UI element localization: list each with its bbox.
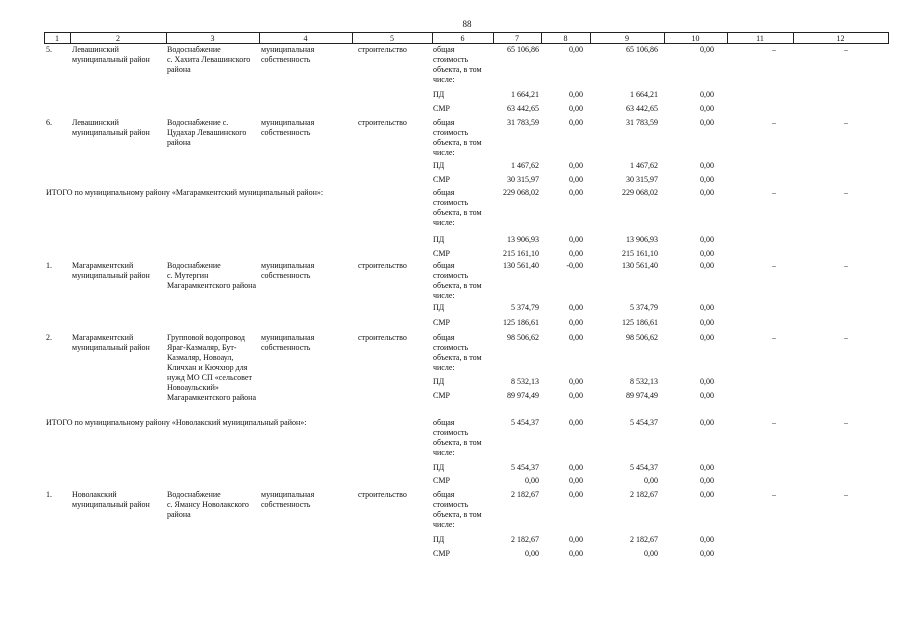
work-type: строительство [358, 261, 407, 270]
cost-label: общая [433, 418, 455, 427]
ownership-type: муниципальная [261, 261, 315, 270]
cost-label: числе: [433, 148, 455, 157]
total-value: 65 106,86 [507, 45, 539, 54]
cost-label: числе: [433, 363, 455, 372]
smr-value: 0,00 [525, 476, 539, 485]
cost-label: объекта, в том [433, 281, 482, 290]
smr-label: СМР [433, 318, 450, 327]
smr-value: 0,00 [700, 104, 714, 113]
work-type: строительство [358, 333, 407, 342]
smr-value: 30 315,97 [507, 175, 539, 184]
header-top-border [44, 32, 888, 33]
pd-value: 5 454,37 [630, 463, 658, 472]
pd-value: 2 182,67 [511, 535, 539, 544]
pd-value: 5 454,37 [511, 463, 539, 472]
dash-col-11: – [772, 188, 776, 197]
total-value: 0,00 [700, 188, 714, 197]
pd-value: 0,00 [700, 535, 714, 544]
district-name: Магарамкентский [72, 261, 134, 270]
pd-value: 1 664,21 [511, 90, 539, 99]
pd-value: 0,00 [569, 161, 583, 170]
cost-label: общая [433, 490, 455, 499]
cost-label: числе: [433, 520, 455, 529]
smr-label: СМР [433, 391, 450, 400]
ownership-type: муниципальная [261, 118, 315, 127]
row-number: 6. [46, 118, 52, 127]
dash-col-11: – [772, 261, 776, 270]
pd-value: 0,00 [700, 303, 714, 312]
dash-col-12: – [844, 261, 848, 270]
total-value: 31 783,59 [507, 118, 539, 127]
object-name: с. Хахита Левашинского [167, 55, 251, 64]
cost-label: стоимость [433, 343, 469, 352]
object-name: Магарамкентского района [167, 393, 256, 402]
object-name: Водоснабжение [167, 261, 221, 270]
smr-label: СМР [433, 104, 450, 113]
smr-value: 0,00 [569, 391, 583, 400]
ownership-type: собственность [261, 343, 311, 352]
object-name: района [167, 65, 191, 74]
cost-label: общая [433, 188, 455, 197]
total-value: 31 783,59 [626, 118, 658, 127]
column-header-8: 8 [563, 34, 568, 43]
cost-label: объекта, в том [433, 353, 482, 362]
smr-value: 0,00 [569, 104, 583, 113]
district-name: муниципальный район [72, 128, 150, 137]
column-header-5: 5 [390, 34, 394, 43]
total-value: 2 182,67 [630, 490, 658, 499]
cost-label: объекта, в том [433, 510, 482, 519]
pd-value: 8 532,13 [511, 377, 539, 386]
pd-value: 1 664,21 [630, 90, 658, 99]
object-name: Казмаляр, Новоаул, [167, 353, 234, 362]
cost-label: числе: [433, 218, 455, 227]
smr-value: 63 442,65 [507, 104, 539, 113]
object-name: Водоснабжение [167, 490, 221, 499]
total-value: -0,00 [566, 261, 583, 270]
ownership-type: собственность [261, 500, 311, 509]
ownership-type: муниципальная [261, 490, 315, 499]
total-value: 130 561,40 [503, 261, 539, 270]
district-name: Магарамкентский [72, 333, 134, 342]
pd-label: ПД [433, 235, 445, 244]
object-name: района [167, 138, 191, 147]
total-value: 0,00 [569, 45, 583, 54]
object-name: нужд МО СП «сельсовет [167, 373, 252, 382]
dash-col-12: – [844, 45, 848, 54]
object-name: Магарамкентского района [167, 281, 256, 290]
total-value: 229 068,02 [503, 188, 539, 197]
smr-value: 0,00 [525, 549, 539, 558]
pd-value: 0,00 [569, 463, 583, 472]
object-name: Новоаульский» [167, 383, 219, 392]
cost-label: стоимость [433, 428, 469, 437]
pd-value: 13 906,93 [507, 235, 539, 244]
object-name: Групповой водопровод [167, 333, 245, 342]
cost-label: объекта, в том [433, 65, 482, 74]
work-type: строительство [358, 118, 407, 127]
district-name: муниципальный район [72, 343, 150, 352]
column-header-1: 1 [55, 34, 59, 43]
cost-label: числе: [433, 291, 455, 300]
smr-value: 0,00 [700, 318, 714, 327]
object-name: Цудахар Левашинского [167, 128, 247, 137]
smr-value: 125 186,61 [503, 318, 539, 327]
column-header-11: 11 [756, 34, 764, 43]
column-header-7: 7 [515, 34, 519, 43]
row-number: 5. [46, 45, 52, 54]
smr-value: 0,00 [569, 175, 583, 184]
row-number: 2. [46, 333, 52, 342]
smr-value: 30 315,97 [626, 175, 658, 184]
pd-value: 2 182,67 [630, 535, 658, 544]
dash-col-12: – [844, 490, 848, 499]
total-value: 98 506,62 [626, 333, 658, 342]
total-value: 5 454,37 [511, 418, 539, 427]
smr-value: 0,00 [700, 175, 714, 184]
smr-label: СМР [433, 549, 450, 558]
pd-value: 8 532,13 [630, 377, 658, 386]
object-name: Яраг-Казмаляр, Бут- [167, 343, 237, 352]
total-value: 0,00 [700, 418, 714, 427]
pd-value: 5 374,79 [511, 303, 539, 312]
header-column-divider [888, 32, 889, 44]
pd-label: ПД [433, 463, 445, 472]
dash-col-11: – [772, 490, 776, 499]
total-value: 65 106,86 [626, 45, 658, 54]
total-value: 0,00 [700, 333, 714, 342]
pd-label: ПД [433, 303, 445, 312]
district-name: Левашинский [72, 118, 119, 127]
column-header-9: 9 [625, 34, 629, 43]
itogo-label: ИТОГО по муниципальному району «Новолакский муниципальный район»: [46, 418, 307, 427]
column-header-3: 3 [210, 34, 215, 43]
total-value: 0,00 [569, 118, 583, 127]
pd-value: 0,00 [569, 535, 583, 544]
row-number: 1. [46, 490, 52, 499]
smr-label: СМР [433, 175, 450, 184]
total-value: 2 182,67 [511, 490, 539, 499]
pd-value: 0,00 [700, 90, 714, 99]
total-value: 229 068,02 [622, 188, 658, 197]
total-value: 98 506,62 [507, 333, 539, 342]
cost-label: общая [433, 45, 455, 54]
dash-col-11: – [772, 118, 776, 127]
smr-value: 89 974,49 [626, 391, 658, 400]
district-name: Левашинский [72, 45, 119, 54]
work-type: строительство [358, 490, 407, 499]
smr-value: 125 186,61 [622, 318, 658, 327]
column-header-6: 6 [460, 34, 465, 43]
row-number: 1. [46, 261, 52, 270]
object-name: Водоснабжение с. [167, 118, 229, 127]
page-number: 88 [462, 19, 472, 29]
cost-label: общая [433, 261, 455, 270]
total-value: 0,00 [700, 118, 714, 127]
pd-value: 13 906,93 [626, 235, 658, 244]
smr-value: 0,00 [700, 549, 714, 558]
cost-label: стоимость [433, 128, 469, 137]
column-header-4: 4 [303, 34, 308, 43]
smr-label: СМР [433, 476, 450, 485]
pd-value: 0,00 [700, 235, 714, 244]
total-value: 130 561,40 [622, 261, 658, 270]
district-name: муниципальный район [72, 55, 150, 64]
cost-label: стоимость [433, 500, 469, 509]
itogo-label: ИТОГО по муниципальному району «Магарамкентский муниципальный район»: [46, 188, 324, 197]
smr-value: 0,00 [644, 549, 658, 558]
cost-label: общая [433, 333, 455, 342]
cost-label: стоимость [433, 271, 469, 280]
column-header-12: 12 [836, 34, 845, 43]
work-type: строительство [358, 45, 407, 54]
total-value: 0,00 [700, 45, 714, 54]
pd-value: 0,00 [569, 235, 583, 244]
smr-value: 0,00 [644, 476, 658, 485]
cost-label: объекта, в том [433, 438, 482, 447]
cost-label: объекта, в том [433, 208, 482, 217]
cost-label: объекта, в том [433, 138, 482, 147]
total-value: 0,00 [700, 261, 714, 270]
total-value: 0,00 [700, 490, 714, 499]
smr-value: 0,00 [569, 249, 583, 258]
pd-value: 0,00 [569, 303, 583, 312]
smr-value: 63 442,65 [626, 104, 658, 113]
dash-col-12: – [844, 188, 848, 197]
smr-value: 0,00 [569, 476, 583, 485]
dash-col-12: – [844, 118, 848, 127]
cost-label: числе: [433, 75, 455, 84]
smr-label: СМР [433, 249, 450, 258]
object-name: с. Ямансу Новолакского [167, 500, 249, 509]
object-name: района [167, 510, 191, 519]
cost-label: общая [433, 118, 455, 127]
pd-value: 0,00 [700, 463, 714, 472]
total-value: 0,00 [569, 333, 583, 342]
district-name: муниципальный район [72, 271, 150, 280]
smr-value: 215 161,10 [622, 249, 658, 258]
pd-value: 5 374,79 [630, 303, 658, 312]
district-name: муниципальный район [72, 500, 150, 509]
smr-value: 89 974,49 [507, 391, 539, 400]
smr-value: 0,00 [700, 391, 714, 400]
pd-label: ПД [433, 377, 445, 386]
dash-col-12: – [844, 418, 848, 427]
dash-col-11: – [772, 418, 776, 427]
ownership-type: собственность [261, 55, 311, 64]
smr-value: 0,00 [569, 318, 583, 327]
object-name: Водоснабжение [167, 45, 221, 54]
smr-value: 0,00 [700, 476, 714, 485]
cost-label: стоимость [433, 55, 469, 64]
object-name: с. Мутергин [167, 271, 209, 280]
ownership-type: муниципальная [261, 45, 315, 54]
pd-label: ПД [433, 535, 445, 544]
district-name: Новолакский [72, 490, 117, 499]
pd-value: 1 467,62 [630, 161, 658, 170]
smr-value: 0,00 [569, 549, 583, 558]
total-value: 5 454,37 [630, 418, 658, 427]
dash-col-12: – [844, 333, 848, 342]
ownership-type: собственность [261, 128, 311, 137]
pd-label: ПД [433, 90, 445, 99]
total-value: 0,00 [569, 188, 583, 197]
ownership-type: собственность [261, 271, 311, 280]
total-value: 0,00 [569, 490, 583, 499]
total-value: 0,00 [569, 418, 583, 427]
pd-value: 1 467,62 [511, 161, 539, 170]
pd-value: 0,00 [700, 161, 714, 170]
pd-value: 0,00 [569, 90, 583, 99]
smr-value: 0,00 [700, 249, 714, 258]
dash-col-11: – [772, 333, 776, 342]
pd-value: 0,00 [700, 377, 714, 386]
cost-label: числе: [433, 448, 455, 457]
pd-value: 0,00 [569, 377, 583, 386]
column-header-2: 2 [116, 34, 120, 43]
dash-col-11: – [772, 45, 776, 54]
column-header-10: 10 [691, 34, 700, 43]
object-name: Кличхан и Кючхюр для [167, 363, 248, 372]
ownership-type: муниципальная [261, 333, 315, 342]
smr-value: 215 161,10 [503, 249, 539, 258]
cost-label: стоимость [433, 198, 469, 207]
pd-label: ПД [433, 161, 445, 170]
